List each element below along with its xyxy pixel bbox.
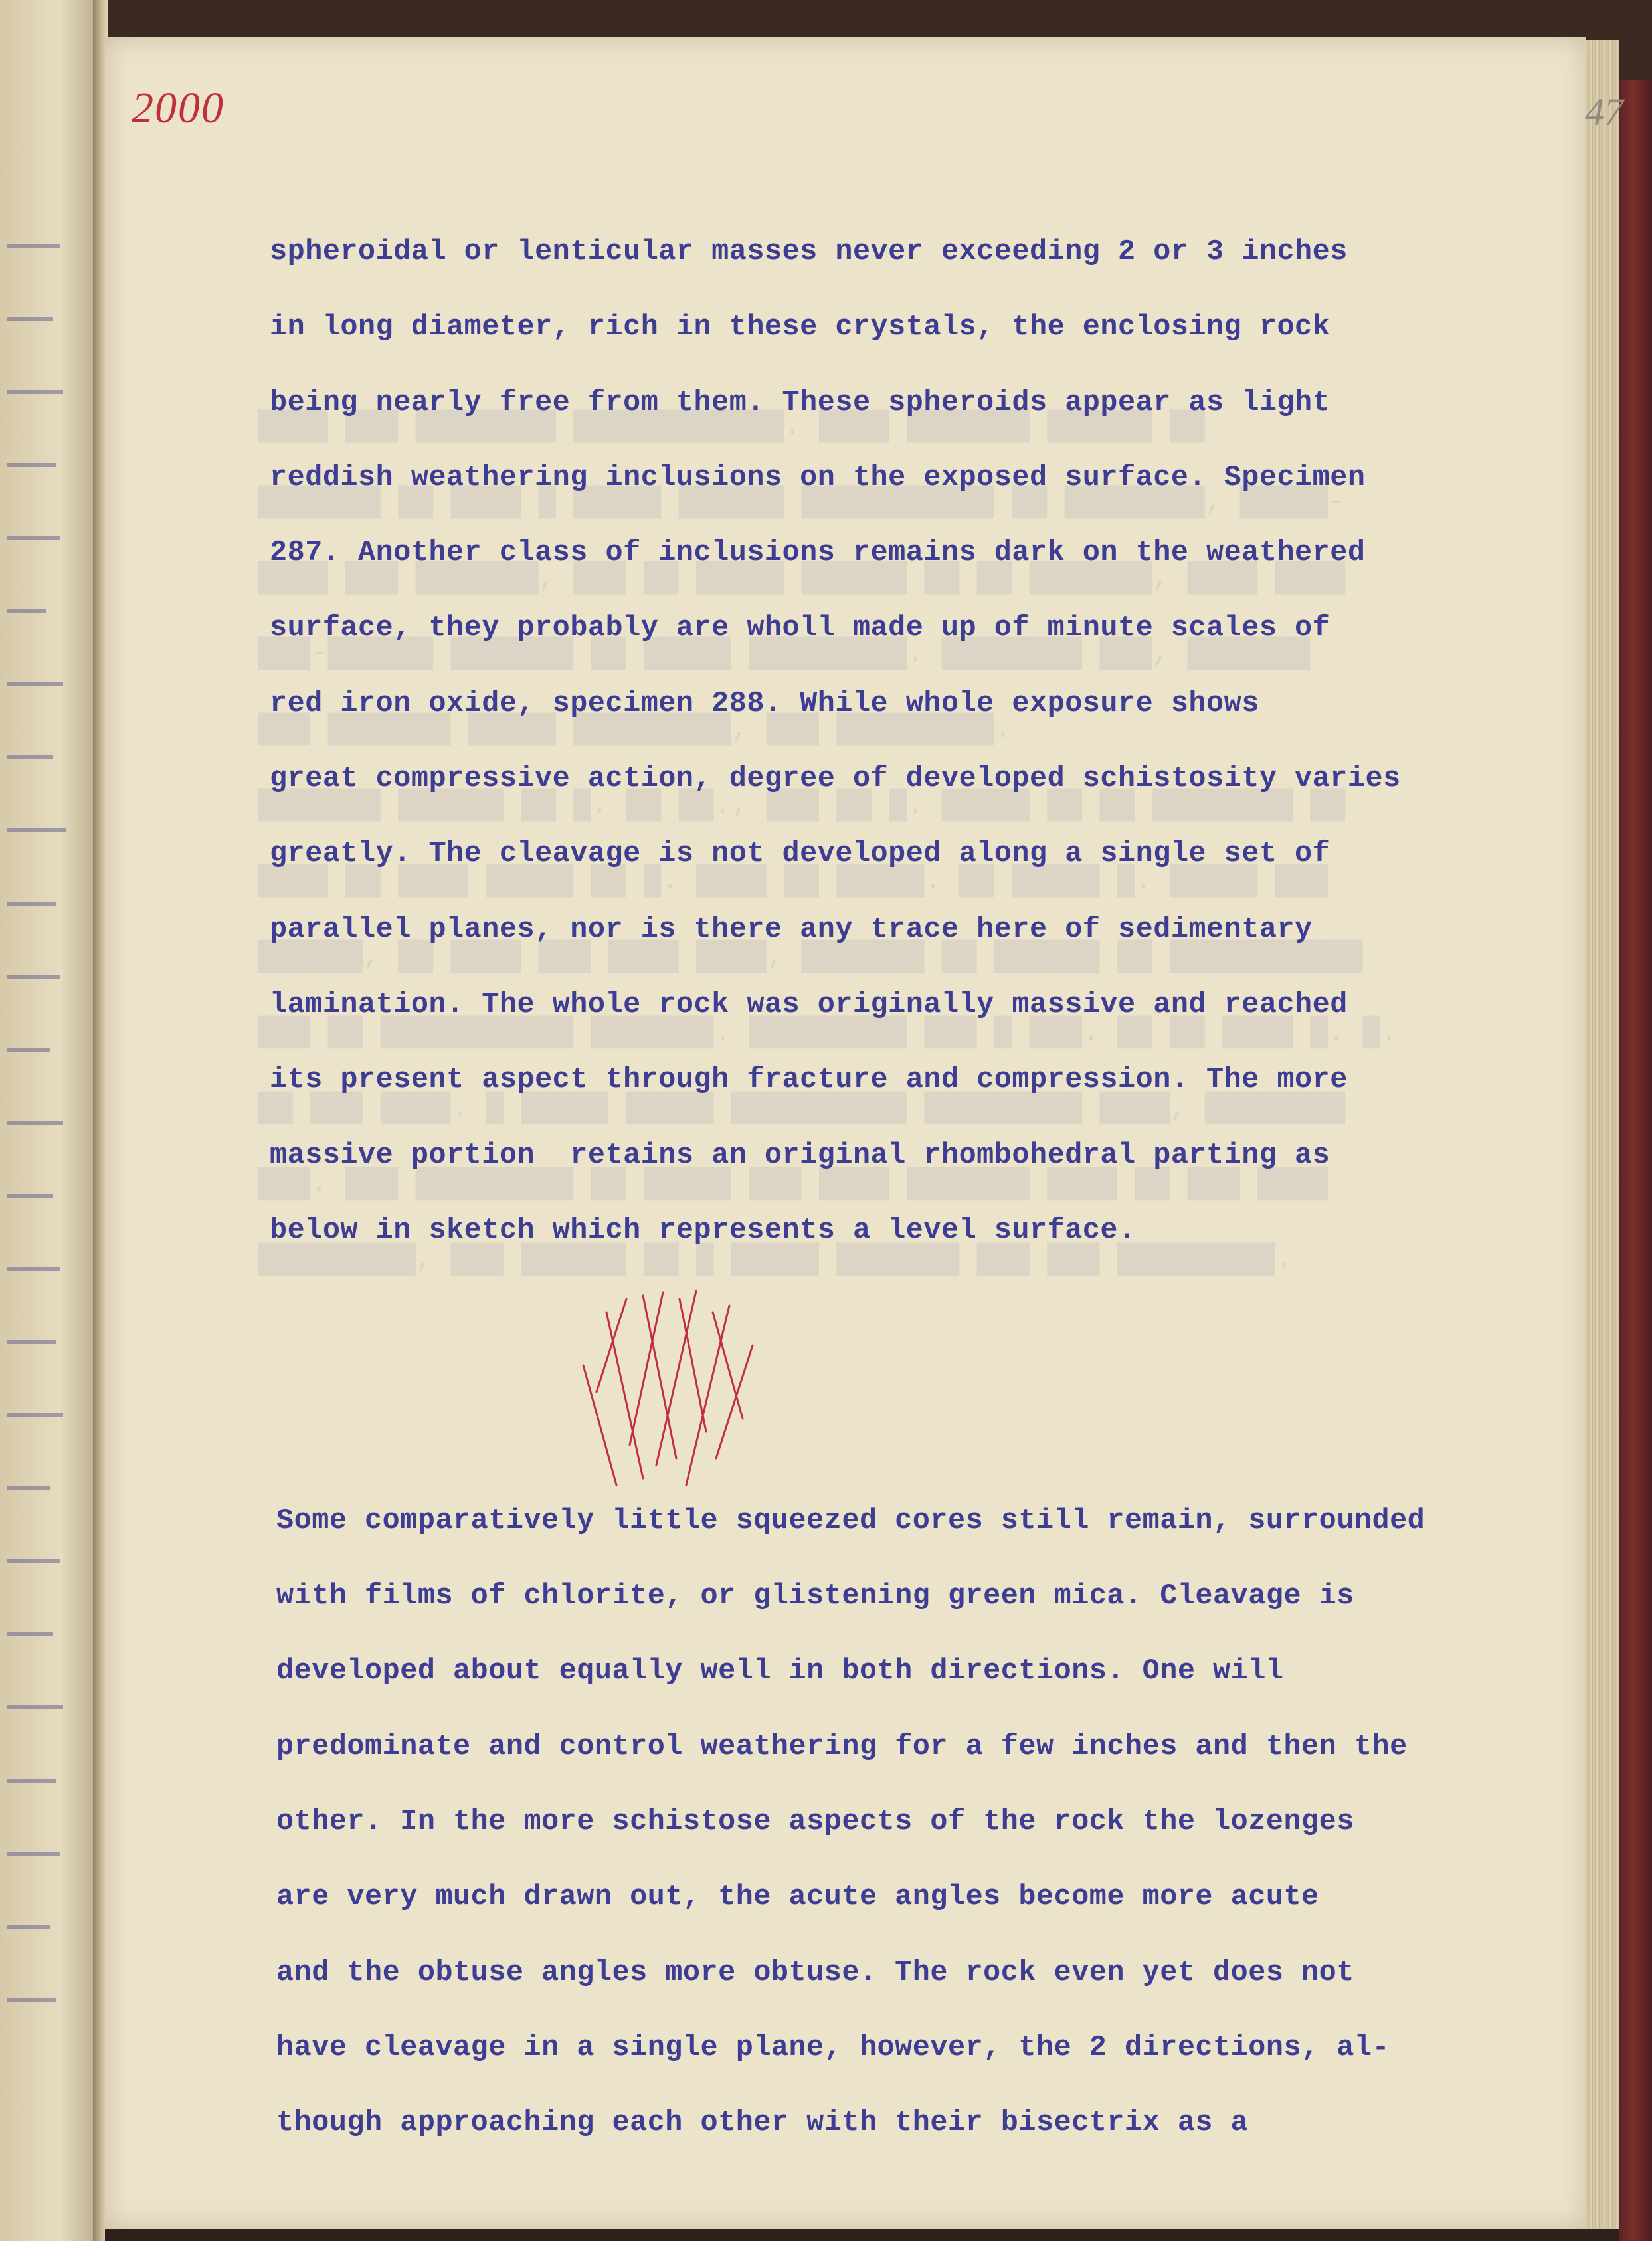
- bottom-shadow: [105, 2229, 1619, 2241]
- text-line: below in sketch which represents a level surface.: [270, 1215, 1136, 1247]
- text-line: 287. Another class of inclusions remains dark on the weathered: [270, 537, 1366, 569]
- text-line: though approaching each other with their bisectrix as a: [276, 2107, 1249, 2139]
- text-line: predominate and control weathering for a few inches and then the: [276, 1731, 1408, 1763]
- page-number: 47: [1585, 90, 1623, 134]
- sketch-line: [606, 1312, 643, 1478]
- sketch-line: [680, 1299, 706, 1432]
- text-line: greatly. The cleavage is not developed along a single set of: [270, 838, 1331, 870]
- text-line: its present aspect through fracture and compression. The more: [270, 1064, 1348, 1096]
- sketch-line: [713, 1312, 743, 1418]
- stacked-page-edges: [1586, 40, 1619, 2232]
- text-line: have cleavage in a single plane, however, the 2 directions, al-: [276, 2032, 1390, 2064]
- text-line: in long diameter, rich in these crystals, the enclosing rock: [270, 311, 1331, 343]
- sketch-line: [643, 1296, 676, 1458]
- text-line: with films of chlorite, or glistening green mica. Cleavage is: [276, 1580, 1354, 1612]
- bleed-through-texture: ████ ███ ████████ ████████████. ████ ███████ ██████ ██ ███████ ██ ████ █ █████ ██████ ███████████ ██ ████████, █████- ████ ███ ███████, ███ ██ █████ ██████ ██ ██ ███████, ████ ████ ███-██████ ███████ ██ █████ █████████. ████████ ███, ███████ ███ ███████ █████ █████████, ███ █████████. ███████ ██████ ██ █. ██ ██., ███ ██ █. █████ ██ ██ ████████ ██ ████ ██ ████ █████ ██ █. ████ ██ █████. ██ █████ █. █████ ███ ██████, ██ ████ ███ ████ ████, ███████ ██ ██████ ██ ███████████ ███ ██ ███████████ ███████. █████████ ███ █ ███. ██ ██ ████ █. █. ██ ███ ████. █ █████ █████ ██████████ █████████ ████, ████████ ███. ███ █████████ ██ █████ ███ ████ ███████ ████ ██ ███ ████ █████████, ███ ██████ ██ █ █████ ███████ ███ ███ █████████.: [258, 410, 1398, 1276]
- text-line: are very much drawn out, the acute angles become more acute: [276, 1881, 1319, 1913]
- text-line: massive portion retains an original rhombohedral parting as: [270, 1139, 1331, 1172]
- folio-number-red-pencil: 2000: [132, 84, 225, 132]
- text-line: other. In the more schistose aspects of the rock the lozenges: [276, 1806, 1354, 1838]
- text-line: great compressive action, degree of developed schistosity varies: [270, 763, 1401, 795]
- text-line: surface, they probably are wholl made up of minute scales of: [270, 612, 1331, 644]
- text-line: being nearly free from them. These spheroids appear as light: [270, 387, 1331, 419]
- text-line: parallel planes, nor is there any trace here of sedimentary: [270, 914, 1313, 946]
- facing-page-edge: [0, 0, 100, 2241]
- text-line: Some comparatively little squeezed cores still remain, surrounded: [276, 1505, 1425, 1537]
- text-line: lamination. The whole rock was originally massive and reached: [270, 989, 1348, 1021]
- sketch-line: [686, 1306, 729, 1485]
- document-page: [105, 37, 1623, 2229]
- facing-page-text-fragments: [0, 219, 80, 2146]
- text-line: developed about equally well in both directions. One will: [276, 1655, 1284, 1688]
- rhombohedral-parting-sketch: [570, 1286, 796, 1498]
- sketch-line: [656, 1291, 696, 1465]
- text-line: reddish weathering inclusions on the exposed surface. Specimen: [270, 462, 1366, 494]
- text-line: and the obtuse angles more obtuse. The rock even yet does not: [276, 1957, 1354, 1989]
- text-line: red iron oxide, specimen 288. While whole exposure shows: [270, 688, 1259, 720]
- book-binding: [1619, 80, 1652, 2241]
- sketch-line: [716, 1345, 753, 1458]
- text-line: spheroidal or lenticular masses never exceeding 2 or 3 inches: [270, 236, 1348, 268]
